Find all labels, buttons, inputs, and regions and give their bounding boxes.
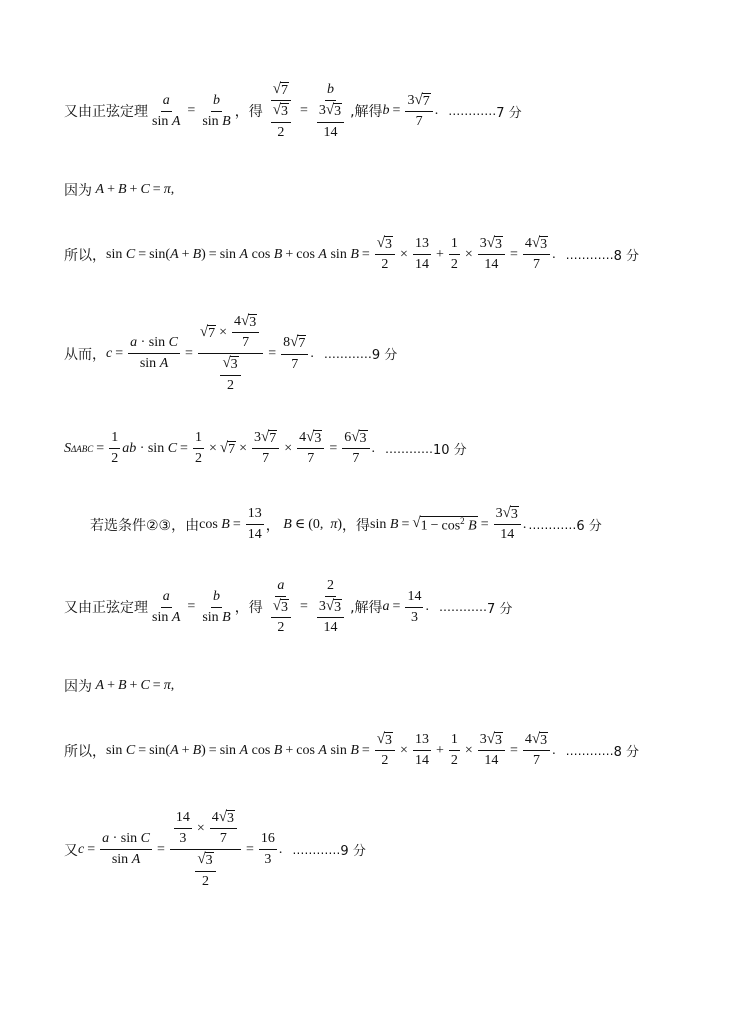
score-label: 9 分 xyxy=(340,844,366,860)
leader-dots: ………… xyxy=(448,104,497,119)
step-sin-c-2: 所以， sin C = sin( A + B ) = sin A cos B + cos A sin B = √ 3 2 × $\frac{13}{14}$ + $\frac{1}{2}$ × 3 √ 3 14 = 4 √ 3 7 . ………… 8 分 xyxy=(64,731,640,769)
fraction: a · sin C sin A xyxy=(102,831,150,868)
score-label: 8 分 xyxy=(613,249,640,265)
step-text: ,解得 xyxy=(350,600,383,617)
fraction: $\frac{13}{14}$ xyxy=(414,732,429,769)
step-text: ，得 xyxy=(342,517,371,534)
fraction: $\frac{1}{2}$ xyxy=(194,430,202,467)
fraction: √ 7 √ 3 2 xyxy=(267,82,295,141)
leader-dots: ………… xyxy=(438,600,487,615)
fraction: a √ 3 2 xyxy=(267,578,295,637)
fraction: $\frac{13}{14}$ xyxy=(414,236,429,273)
leader-dots: ………… xyxy=(528,517,577,532)
fraction: 3 √ 3 14 xyxy=(494,506,521,543)
step-sin-c: 所以， sin C = sin( A + B ) = sin A cos B + cos A sin B = √ 3 2 × $\frac{13}{14}$ + $\frac{1}{2}$ × 3 √ 3 14 = 4 √ 3 7 . ………… 8 分 xyxy=(64,235,640,273)
fraction: a sin A xyxy=(152,588,181,625)
leader-dots: ………… xyxy=(292,842,341,857)
step-text: 因为 xyxy=(64,183,92,199)
step-text: 所以， xyxy=(64,247,106,264)
fraction: $\frac{1}{2}$ xyxy=(111,430,119,467)
fraction: $\frac{14}{3}$ × 4 √ 3 7 √ 3 2 xyxy=(170,810,241,890)
fraction: 3 √ 7 7 xyxy=(252,430,279,467)
score-label: 10 分 xyxy=(433,443,467,459)
fraction: b 3 √ 3 14 xyxy=(313,82,348,141)
score-label: 6 分 xyxy=(576,519,602,535)
step-text: ,解得 xyxy=(350,104,383,121)
leader-dots: ………… xyxy=(565,743,614,758)
fraction: 2 3 √ 3 14 xyxy=(313,578,348,637)
fraction: 8 √ 7 7 xyxy=(281,335,308,372)
step-text: 所以， xyxy=(64,743,106,760)
fraction: a · sin C sin A xyxy=(130,335,178,372)
fraction: 3 √ 7 7 xyxy=(405,93,432,130)
fraction: $\frac{14}{3}$ xyxy=(407,588,422,625)
leader-dots: ………… xyxy=(323,346,372,361)
step-text: 又由正弦定理 xyxy=(64,600,148,617)
step-angle-sum-2: 因为 A + B + C = π , xyxy=(64,678,175,695)
score-label: 7 分 xyxy=(486,601,513,617)
fraction: b sin B xyxy=(202,588,231,625)
fraction: 3 √ 3 14 xyxy=(478,732,505,769)
fraction: $\frac{16}{3}$ xyxy=(260,831,275,868)
fraction: 4 √ 3 7 xyxy=(523,236,550,273)
fraction: 4 √ 3 7 xyxy=(297,430,324,467)
fraction: $\frac{1}{2}$ xyxy=(450,236,458,273)
step-text: 又 xyxy=(64,842,78,859)
leader-dots: ………… xyxy=(385,441,433,456)
step-angle-sum: 因为 A + B + C = π , xyxy=(64,182,175,199)
leader-dots: ………… xyxy=(565,247,614,262)
fraction: $\frac{13}{14}$ xyxy=(247,506,262,543)
fraction: √ 3 2 xyxy=(375,236,395,273)
step-text: ，得 xyxy=(234,104,263,121)
step-text: ， xyxy=(265,517,280,534)
step-text: 又由正弦定理 xyxy=(64,104,148,121)
fraction: $\frac{1}{2}$ xyxy=(450,732,458,769)
step-side-c: 从而， c = a · sin C sin A = √ 7 × 4 √ 3 7 √ 3 2 = 8 √ 7 7 . ………… 9 分 xyxy=(64,313,398,393)
fraction: b sin B xyxy=(202,92,231,129)
fraction: √ 3 2 xyxy=(375,732,395,769)
score-label: 9 分 xyxy=(371,348,398,364)
score-label: 7 分 xyxy=(496,105,522,121)
step-text: 若选条件②③，由 xyxy=(90,517,200,534)
step-text: 从而， xyxy=(64,346,106,363)
fraction: 6 √ 3 7 xyxy=(342,430,369,467)
step-sine-rule-a: 又由正弦定理 a sin A = b sin B ，得 a √ 3 2 = 2 3 √ 3 14 ,解得 a = $\frac{14}{3}$ . ………… 7 分 xyxy=(64,578,513,636)
step-area: S ΔABC = $\frac{1}{2}$ ab · sin C = $\frac{1}{2}$ × √ 7 × 3 √ 7 7 × 4 √ 3 7 = 6 √ 3 7 . ………… 10 分 xyxy=(64,429,467,467)
fraction: 3 √ 3 14 xyxy=(478,236,505,273)
step-sine-rule-b: 又由正弦定理 a sin A = b sin B ，得 √ 7 √ 3 2 = b 3 √ 3 14 ,解得 b = 3 √ 7 7 . ………… 7 分 xyxy=(64,81,522,140)
step-case-23: 若选条件②③，由 cos B = $\frac{13}{14}$ ， B ∈ (0, π ) ，得 sin B = √ $1 - \cos^2 B$ = 3 √ 3 14 . ………… 6 分 xyxy=(90,505,602,543)
step-text: ，得 xyxy=(234,600,263,617)
fraction: √ 7 × 4 √ 3 7 √ 3 2 xyxy=(198,314,263,394)
fraction: 4 √ 3 7 xyxy=(523,732,550,769)
fraction: a sin A xyxy=(152,92,181,129)
step-side-c-2: 又 c = a · sin C sin A = $\frac{14}{3}$ × 4 √ 3 7 √ 3 2 = $\frac{16}{3}$ . ………… 9 分 xyxy=(64,809,366,889)
step-text: 因为 xyxy=(64,679,92,695)
score-label: 8 分 xyxy=(613,745,640,761)
